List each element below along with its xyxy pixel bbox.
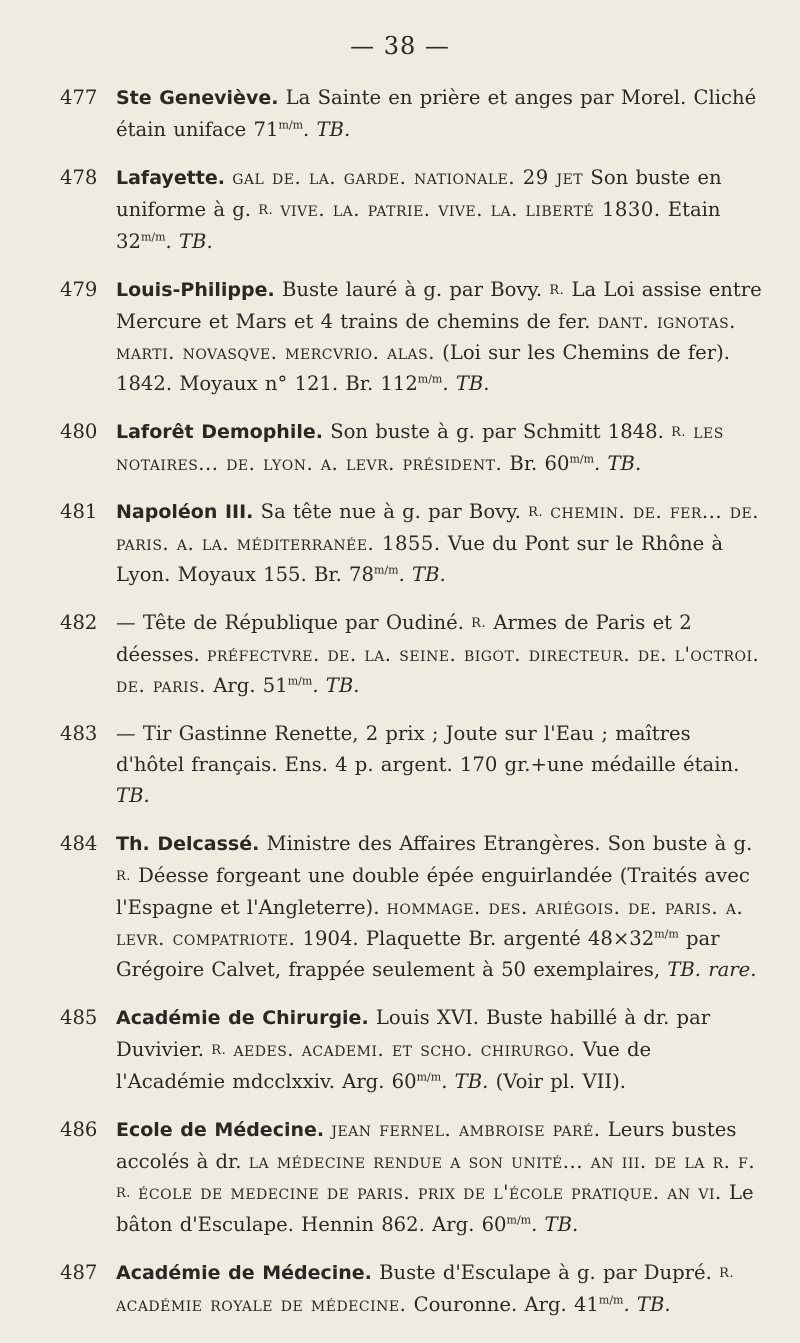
reverse-description: Déesse forgeant une double épée enguirlandée (Traités avec l'Espagne et l'Angleterre). xyxy=(116,864,750,919)
reverse-legend: vive. la. patrie. vive. la. liberté 1830. xyxy=(280,198,661,221)
entry-title: Napoléon III. xyxy=(116,501,254,523)
entry-number: 480 xyxy=(60,420,98,443)
entry-title: Laforêt Demophile. xyxy=(116,421,323,443)
entry-material: Vue de l'Académie mdcclxxiv. Arg. 60 xyxy=(116,1038,652,1093)
reverse-legend: préfectvre. de. la. seine. bigot. directeur. de. l'octroi. de. paris. xyxy=(116,643,760,697)
entry-grade: . TB. xyxy=(303,118,351,141)
entry-number: 487 xyxy=(60,1261,98,1284)
catalogue-entry xyxy=(60,1114,765,1240)
entry-grade: . TB. xyxy=(165,230,213,253)
entry-grade: . TB. xyxy=(623,1293,671,1316)
entry-number: 479 xyxy=(60,278,98,301)
entry-material: Le bâton d'Esculape. Hennin 862. Arg. 60 xyxy=(116,1181,754,1236)
obverse-legend: gal de. la. garde. nationale. 29 jet xyxy=(232,166,584,189)
catalogue-entry xyxy=(60,162,765,257)
reverse-mark: R. xyxy=(471,616,487,631)
entry-material: Vue du Pont sur le Rhône à Lyon. Moyaux 155. Br. 78 xyxy=(116,532,724,586)
entry-grade: . TB. xyxy=(594,452,642,475)
entry-number: 484 xyxy=(60,832,98,855)
entry-number: 481 xyxy=(60,500,98,523)
entry-grade: . TB. xyxy=(442,372,490,395)
entry-description: — Tête de République par Oudiné. xyxy=(116,611,464,634)
entry-title: Ecole de Médecine. xyxy=(116,1119,325,1141)
entry-title: Académie de Chirurgie. xyxy=(116,1007,369,1029)
reverse-mark: R. xyxy=(116,869,131,884)
unit-mark: m/m xyxy=(506,1213,532,1227)
entry-description: Buste d'Esculape à g. par Dupré. xyxy=(379,1261,712,1284)
obverse-legend-2: la médecine rendue a son unité... an iii. de la r. f. xyxy=(248,1150,756,1173)
unit-mark: m/m xyxy=(417,372,443,386)
entry-number: 485 xyxy=(60,1006,98,1029)
unit-mark: m/m xyxy=(598,1293,624,1307)
entry-grade: . TB. xyxy=(312,674,360,697)
entry-title: Louis-Philippe. xyxy=(116,279,275,301)
reverse-legend: école de medecine de paris. prix de l'école pratique. an vi. xyxy=(138,1181,722,1204)
reverse-legend: dant. ignotas. marti. novasqve. mercvrio. alas. xyxy=(116,310,736,364)
entry-description: Leurs bustes accolés à dr. xyxy=(116,1118,737,1173)
reverse-mark: R. xyxy=(528,505,544,520)
catalogue-entry xyxy=(60,828,765,985)
reverse-mark: R. xyxy=(549,283,565,298)
entry-title: Lafayette. xyxy=(116,167,225,189)
entry-number: 478 xyxy=(60,166,98,189)
unit-mark: m/m xyxy=(416,1070,442,1084)
unit-mark: m/m xyxy=(287,674,313,688)
reverse-mark: R. xyxy=(116,1186,131,1201)
entry-description: Louis XVI. Buste habillé à dr. par Duvivier. xyxy=(116,1006,711,1061)
catalogue-entry xyxy=(60,274,765,399)
reverse-mark: R. xyxy=(671,425,686,440)
catalogue-entry xyxy=(60,607,765,701)
reverse-legend: les notaires... de. lyon. a. levr. président. xyxy=(116,420,724,475)
entry-material: Arg. 51 xyxy=(213,674,288,697)
obverse-legend: jean fernel. ambroise paré. xyxy=(331,1118,601,1141)
entry-grade: . TB. xyxy=(441,1070,489,1093)
catalogue-entry xyxy=(60,1002,765,1097)
entry-grade: . TB. xyxy=(398,563,446,586)
entry-title: Ste Geneviève. xyxy=(116,87,279,109)
unit-mark: m/m xyxy=(569,452,595,466)
entry-material: Br. 60 xyxy=(509,452,570,475)
entry-description: La Sainte en prière et anges par Morel. Cliché étain uniface 71 xyxy=(116,86,757,141)
entry-grade: . TB. xyxy=(531,1213,579,1236)
catalogue-entry xyxy=(60,82,765,145)
reverse-mark: R. xyxy=(211,1043,227,1058)
entry-title: Académie de Médecine. xyxy=(116,1262,372,1284)
unit-mark: m/m xyxy=(140,230,166,244)
reverse-mark: R. xyxy=(719,1266,735,1281)
unit-mark: m/m xyxy=(278,118,304,132)
entry-description: — Tir Gastinne Renette, 2 prix ; Joute sur l'Eau ; maîtres d'hôtel français. Ens. 4 p. argent. 170 gr.+une médaille étain. xyxy=(116,722,740,776)
catalogue-entry xyxy=(60,416,765,479)
reverse-legend: aedes. academi. et scho. chirurgo. xyxy=(233,1038,576,1061)
entry-grade: TB. rare. xyxy=(667,958,757,981)
entry-description: Son buste en uniforme à g. xyxy=(116,166,722,221)
unit-mark: m/m xyxy=(654,927,679,941)
entry-number: 483 xyxy=(60,722,98,745)
entry-description: Sa tête nue à g. par Bovy. xyxy=(260,500,521,523)
entry-engraver: par Grégoire Calvet, frappée seulement à 50 exemplaires, xyxy=(116,927,720,981)
catalogue-entry xyxy=(60,496,765,590)
entry-material: (Loi sur les Chemins de fer). 1842. Moyaux n° 121. Br. 112 xyxy=(116,341,730,395)
reverse-legend: hommage. des. ariégois. de. paris. a. levr. compatriote. xyxy=(116,896,744,950)
entry-description: Son buste à g. par Schmitt 1848. xyxy=(330,420,664,443)
plate-reference: (Voir pl. VII). xyxy=(495,1070,627,1093)
reverse-description: La Loi assise entre Mercure et Mars et 4 trains de chemins de fer. xyxy=(116,278,762,333)
entry-description: Ministre des Affaires Etrangères. Son buste à g. xyxy=(266,832,753,855)
unit-mark: m/m xyxy=(373,563,399,577)
entry-material: Couronne. Arg. 41 xyxy=(413,1293,599,1316)
catalogue-entries xyxy=(60,82,765,1337)
entry-number: 486 xyxy=(60,1118,98,1141)
reverse-mark: R. xyxy=(258,203,274,218)
catalogue-entry xyxy=(60,718,765,811)
entry-title: Th. Delcassé. xyxy=(116,833,260,855)
entry-number: 477 xyxy=(60,86,98,109)
entry-description: Buste lauré à g. par Bovy. xyxy=(281,278,543,301)
reverse-legend: chemin. de. fer... de. paris. a. la. méditerranée. 1855. xyxy=(116,500,759,555)
entry-grade: TB. xyxy=(116,784,150,807)
page-number: — 38 — xyxy=(350,32,450,60)
reverse-legend: académie royale de médecine. xyxy=(116,1293,407,1316)
entry-material: Etain 32 xyxy=(116,198,721,253)
catalogue-entry xyxy=(60,1257,765,1320)
reverse-description: Armes de Paris et 2 déesses. xyxy=(116,611,692,666)
entry-number: 482 xyxy=(60,611,98,634)
entry-material: 1904. Plaquette Br. argenté 48×32 xyxy=(302,927,655,950)
